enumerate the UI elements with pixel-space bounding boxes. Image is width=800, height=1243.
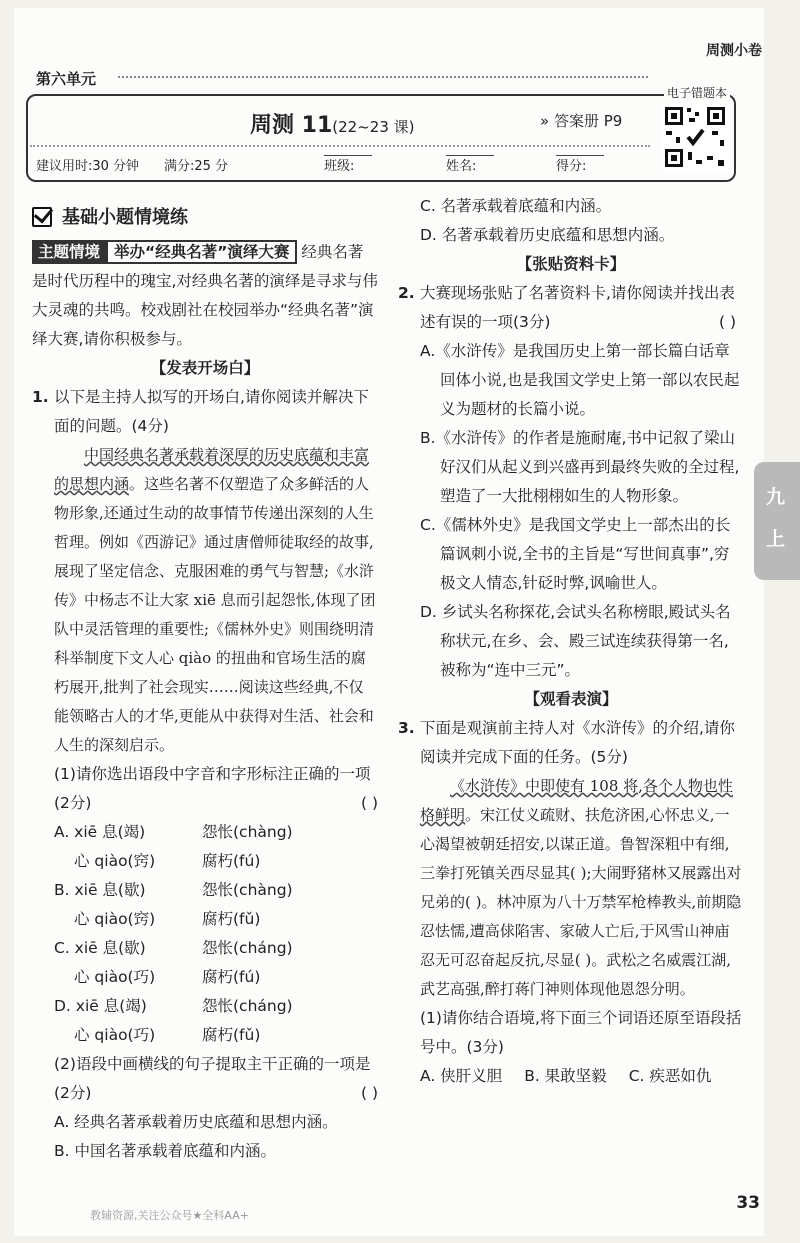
question-3-1-options (398, 1062, 744, 1091)
option-a[interactable]: A. 经典名著承载着历史底蕴和思想内涵。 (54, 1113, 338, 1131)
option-a[interactable]: A. xiē 息(竭) 怨怅(chàng) (54, 823, 293, 841)
grade-side-tab: 九 上 (754, 462, 800, 580)
qr-code-icon[interactable] (662, 104, 728, 170)
answer-blank[interactable]: ( ) (360, 794, 378, 812)
question-1-1-options (32, 818, 378, 1050)
intro-paragraph: 主题情境 举办“经典名著”演绎大赛 经典名著是时代历程中的瑰宝,对经典名著的演绎是寻求与伟大灵魂的共鸣。校戏剧社在校园举办“经典名著”演绎大赛,请你积极参与。 (32, 238, 378, 354)
option-d[interactable]: D. 名著承载着历史底蕴和思想内涵。 (420, 226, 675, 244)
question-3-1: (1)请你结合语境,将下面三个词语还原至语段括号中。(3分) (420, 1009, 742, 1056)
option-c-line2: 心 qiào(巧) 腐朽(fú) (74, 968, 261, 986)
quiz-title: 周测 11(22~23 课) (250, 113, 415, 138)
option-a[interactable]: A. 侠肝义胆 (420, 1067, 503, 1085)
question-1-1: (1)请你选出语段中字音和字形标注正确的一项(2分) ( ) (32, 760, 378, 818)
option-b-line2: 心 qiào(窍) 腐朽(fǔ) (74, 910, 261, 928)
divider (30, 145, 650, 147)
option-b[interactable]: B. 中国名著承载着底蕴和内涵。 (54, 1142, 276, 1160)
divider (118, 76, 648, 78)
answer-reference: » 答案册 P9 (540, 112, 623, 130)
unit-label: 第六单元 (36, 70, 97, 88)
option-c[interactable]: C.《儒林外史》是我国文学史上一部杰出的长篇讽刺小说,全书的主旨是“写世间真事”,穷极文人情态,针砭时弊,讽喻世人。 (420, 516, 731, 592)
section-heading: 基础小题情境练 (32, 200, 378, 234)
subsection-title: 【观看表演】 (524, 690, 618, 708)
answer-blank[interactable]: ( ) (718, 313, 736, 331)
left-column (32, 200, 378, 1166)
booklet-label: 周测小卷 (706, 43, 762, 59)
option-b[interactable]: B. xiē 息(歇) 怨怅(chàng) (54, 881, 293, 899)
question-3-passage: 《水浒传》中即使有 108 将,各个人物也性格鲜明。宋江仗义疏财、扶危济困,心怀忠义,一心渴望被朝廷招安,以谋正道。鲁智深粗中有细,三拳打死镇关西尽显其( );大闹野猪林又展露出对兄弟的( )。林冲原为八十万禁军枪棒教头,前期隐忍怯懦,遭高俅陷害、家破人亡后,于风雪山神庙忍无可忍奋起反抗,尽显( )。武松之名威震江湖,武艺高强,醉打蒋门神则体现他恩怨分明。 (420, 777, 742, 998)
option-c[interactable]: C. 名著承载着底蕴和内涵。 (420, 197, 612, 215)
page-number: 33 (736, 1193, 760, 1213)
question-3-stem: 3. 下面是观演前主持人对《水浒传》的介绍,请你阅读并完成下面的任务。(5分) (398, 719, 735, 766)
question-1-2: (2)语段中画横线的句子提取主干正确的一项是(2分) ( ) (32, 1050, 378, 1108)
error-book-label: 电子错题本 (664, 84, 730, 101)
option-c[interactable]: C. 疾恶如仇 (628, 1067, 712, 1085)
checkbox-icon (32, 207, 52, 227)
option-d[interactable]: D. 乡试头名称探花,会试头名称榜眼,殿试头名称状元,在乡、会、殿三试连续获得第一名,被称为“连中三元”。 (420, 603, 731, 679)
subsection-title: 【发表开场白】 (150, 359, 260, 377)
option-d[interactable]: D. xiē 息(竭) 怨怅(cháng) (54, 997, 293, 1015)
option-b[interactable]: B. 果敢坚毅 (524, 1067, 607, 1085)
option-a-line2: 心 qiào(窍) 腐朽(fú) (74, 852, 261, 870)
theme-tag: 主题情境 (32, 240, 106, 264)
suggested-time: 建议用时:30 分钟 (36, 159, 140, 174)
question-1-passage: 中国经典名著承载着深厚的历史底蕴和丰富的思想内涵。这些名著不仅塑造了众多鲜活的人物形象,还通过生动的故事情节传递出深刻的人生哲理。例如《西游记》通过唐僧师徒取经的故事,展现了坚定信念、克服困难的勇气与智慧;《水浒传》中杨志不让大家 xiē 息而引起怨怅,体现了团队中灵活管理的重要性;《儒林外史》则围绕明清科举制度下文人心 qiào 的扭曲和官场生活的腐朽展开,批判了社会现实……阅读这些经典,不仅能领略古人的才华,更能从中获得对生活、社会和人生的深刻启示。 (54, 446, 376, 754)
double-chevron-icon: » (540, 112, 554, 130)
answer-blank[interactable]: ( ) (360, 1084, 378, 1102)
theme-name: 举办“经典名著”演绎大赛 (106, 240, 297, 264)
option-c[interactable]: C. xiē 息(歇) 怨怅(cháng) (54, 939, 293, 957)
subsection-title: 【张贴资料卡】 (516, 255, 626, 273)
right-column (398, 192, 744, 1091)
question-1-stem: 1. 以下是主持人拟写的开场白,请你阅读并解决下面的问题。(4分) (32, 388, 369, 435)
option-b[interactable]: B.《水浒传》的作者是施耐庵,书中记叙了梁山好汉们从起义到兴盛再到最终失败的全过程,塑造了一大批栩栩如生的人物形象。 (420, 429, 740, 505)
option-d-line2: 心 qiào(巧) 腐朽(fǔ) (74, 1026, 261, 1044)
full-score: 满分:25 分 (164, 159, 229, 174)
footer-watermark: 教辅资源,关注公众号★全科AA+ (90, 1209, 249, 1222)
question-2-stem: 2. 大赛现场张贴了名著资料卡,请你阅读并找出表述有误的一项(3分) ( ) (398, 279, 744, 337)
option-a[interactable]: A.《水浒传》是我国历史上第一部长篇白话章回体小说,也是我国文学史上第一部以农民起义为题材的长篇小说。 (420, 342, 740, 418)
